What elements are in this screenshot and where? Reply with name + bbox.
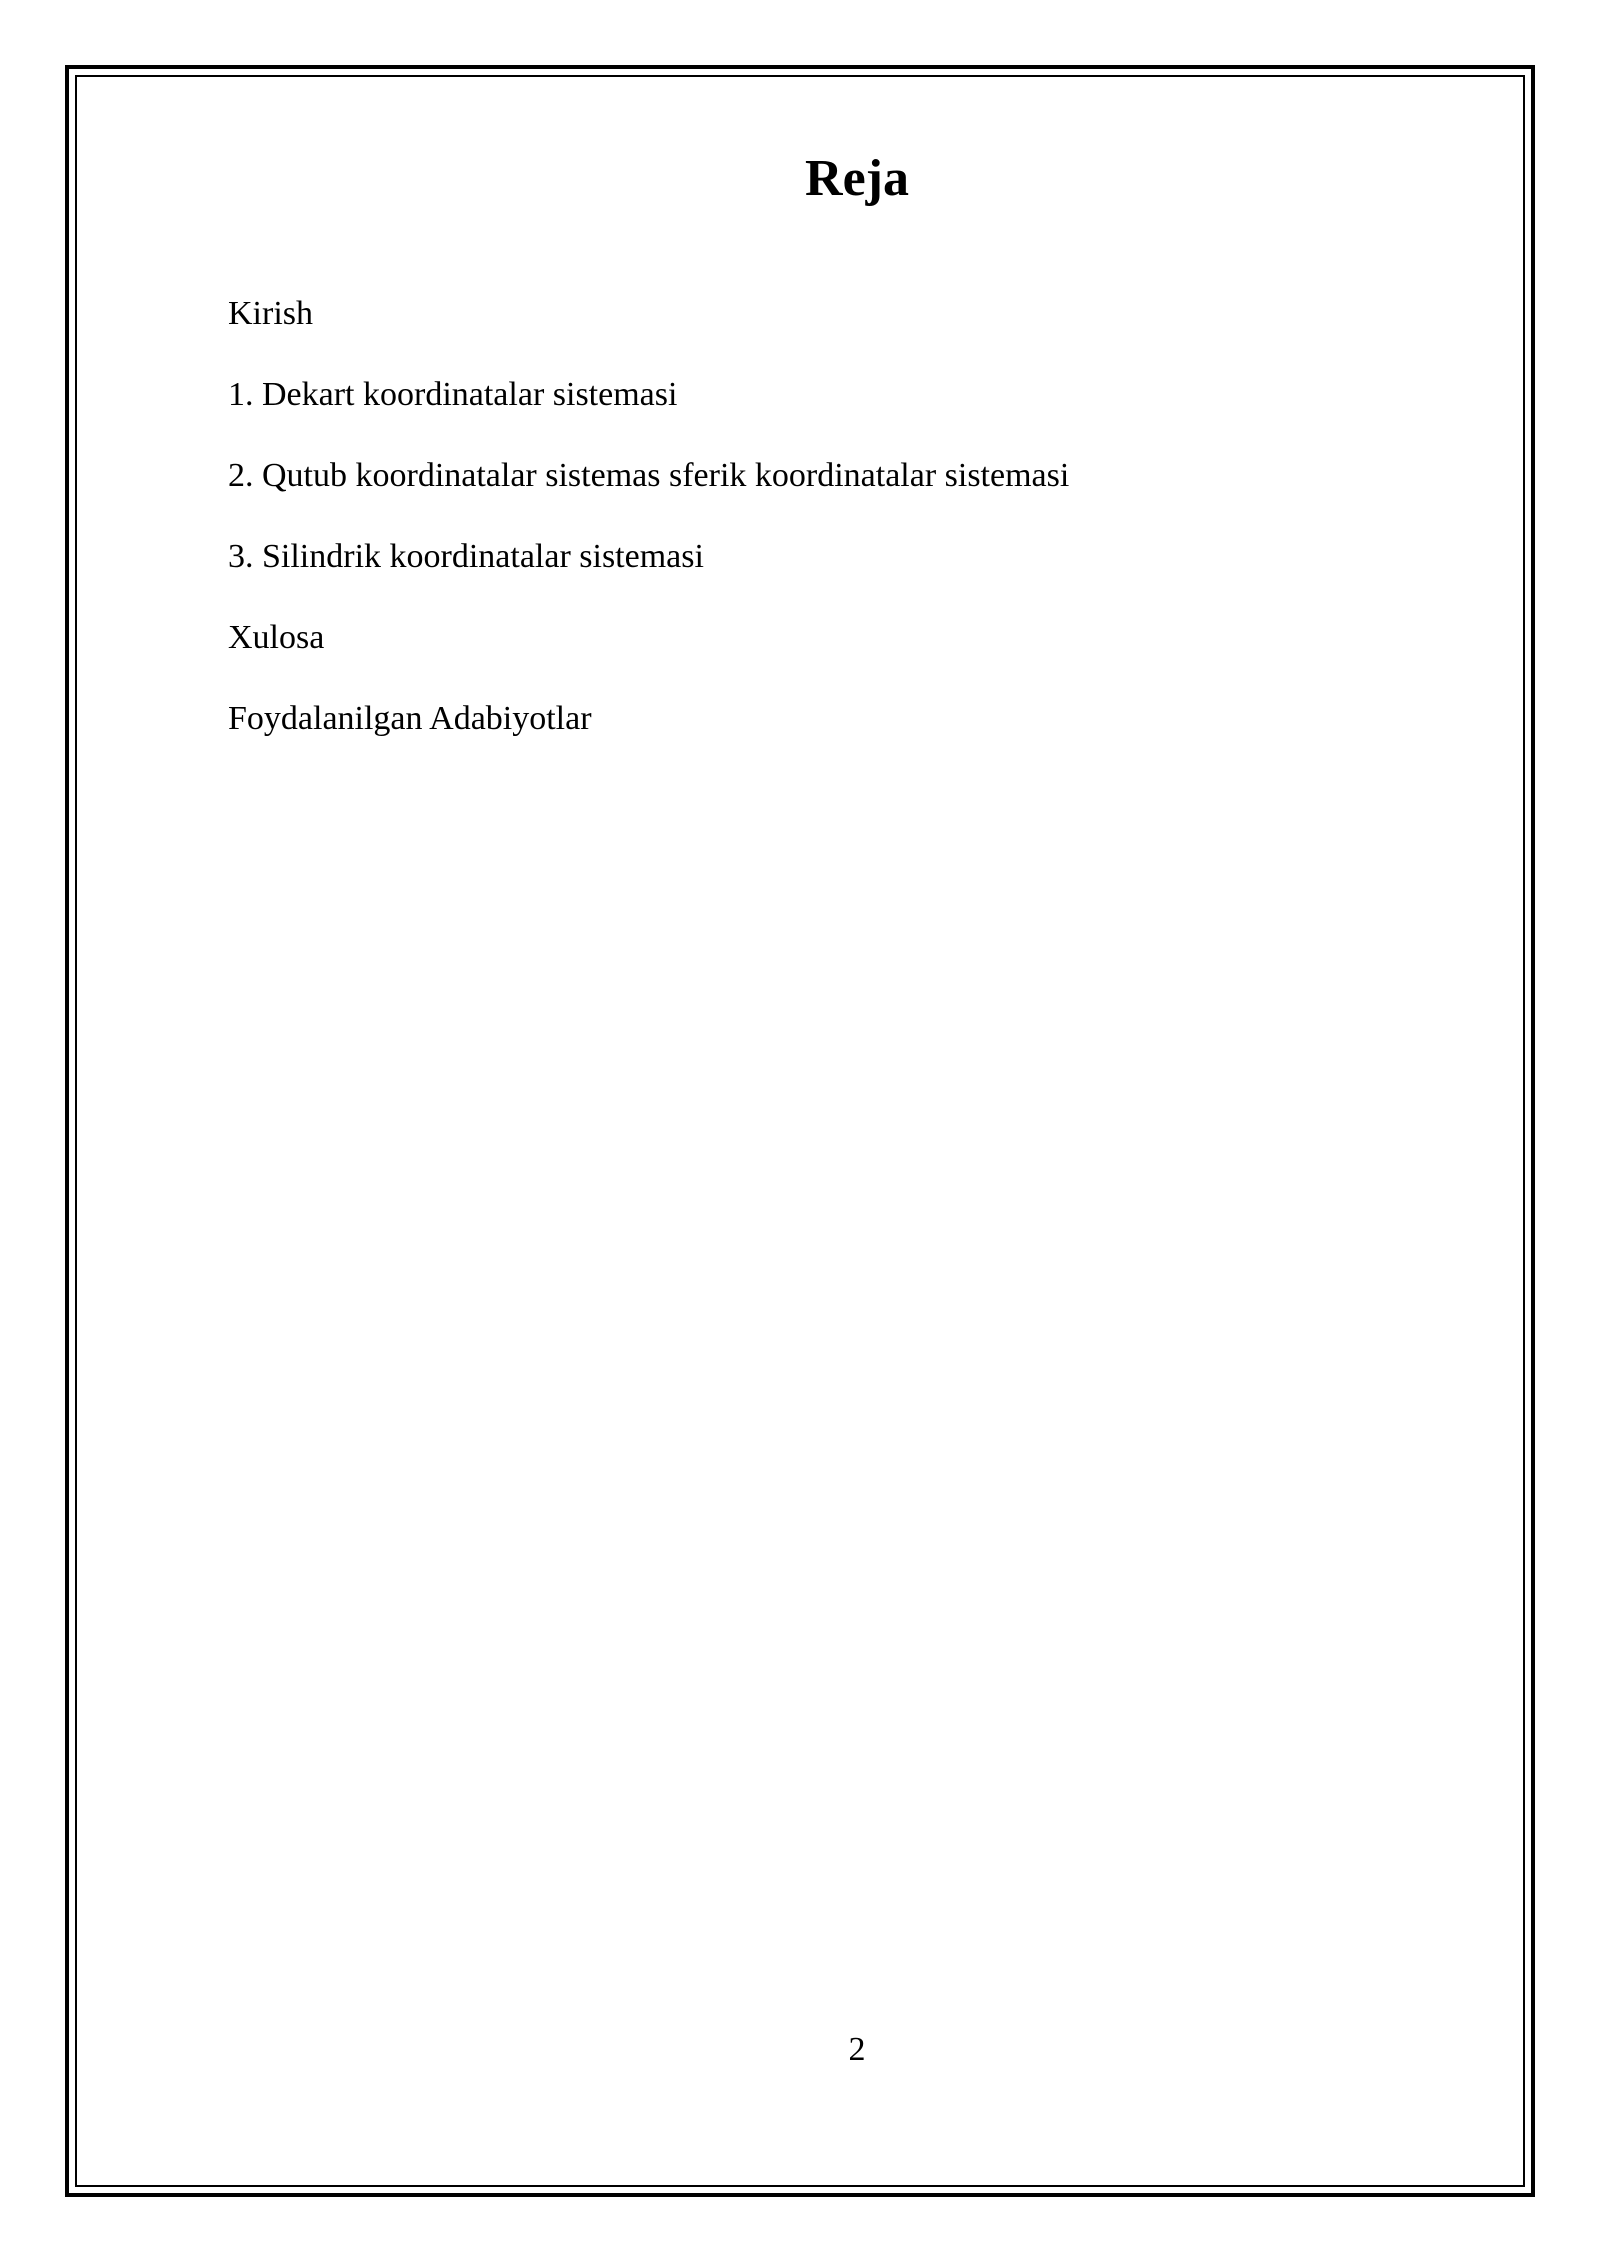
toc-item-conclusion: Xulosa (228, 619, 325, 656)
page-title: Reja (805, 150, 909, 207)
toc-item-references: Foydalanilgan Adabiyotlar (228, 700, 592, 737)
page-number: 2 (848, 2031, 866, 2068)
toc-item-polar-spherical-coordinates: 2. Qutub koordinatalar sistemas sferik koordinatalar sistemasi (228, 457, 1070, 494)
table-of-contents (228, 294, 1069, 780)
toc-item-cartesian-coordinates: 1. Dekart koordinatalar sistemasi (228, 376, 678, 413)
toc-item-cylindrical-coordinates: 3. Silindrik koordinatalar sistemasi (228, 538, 704, 575)
toc-item-introduction: Kirish (228, 295, 313, 332)
